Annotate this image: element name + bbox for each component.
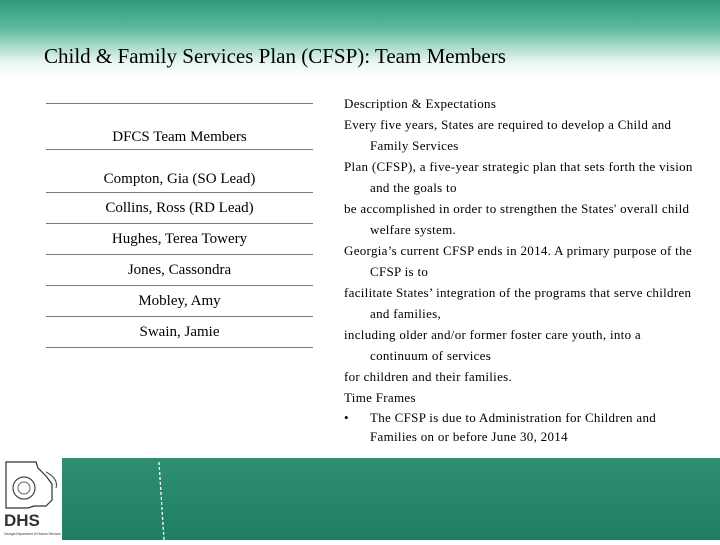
table-row: Collins, Ross (RD Lead) (46, 193, 313, 224)
timeframe-bullet (344, 408, 694, 446)
table-row: Hughes, Terea Towery (46, 224, 313, 255)
team-members-table (46, 103, 313, 348)
table-row: Swain, Jamie (46, 317, 313, 348)
logo-text: DHS (4, 511, 40, 530)
description-paragraph: Every five years, States are required to develop a Child and Family Services (344, 117, 672, 153)
bullet-icon: • (344, 410, 349, 425)
georgia-map-icon (0, 458, 62, 540)
footer-band (0, 458, 720, 540)
table-row: Jones, Cassondra (46, 255, 313, 286)
description-paragraph: Plan (CFSP), a five-year strategic plan that sets forth the vision and the goals to (344, 159, 693, 195)
description-paragraph: Georgia’s current CFSP ends in 2014. A primary purpose of the CFSP is to (344, 243, 692, 279)
description-text (344, 93, 694, 446)
page-title: Child & Family Services Plan (CFSP): Team Members (44, 44, 506, 68)
description-paragraph: facilitate States’ integration of the programs that serve children and families, (344, 285, 692, 321)
table-header: DFCS Team Members (46, 104, 313, 150)
dashed-divider (158, 462, 166, 540)
dhs-logo (0, 458, 62, 540)
timeframes-heading: Time Frames (344, 390, 416, 405)
description-paragraph: including older and/or former foster care youth, into a continuum of services (344, 327, 641, 363)
description-paragraph: for children and their families. (344, 369, 513, 384)
logo-subtext: Georgia Department of Human Services (4, 532, 61, 536)
table-row: Compton, Gia (SO Lead) (46, 150, 313, 193)
table-row: Mobley, Amy (46, 286, 313, 317)
bullet-text: The CFSP is due to Administration for Children and Families on or before June 30, 2014 (370, 410, 657, 444)
description-paragraph: be accomplished in order to strengthen the States' overall child welfare system. (344, 201, 690, 237)
description-heading: Description & Expectations (344, 96, 497, 111)
